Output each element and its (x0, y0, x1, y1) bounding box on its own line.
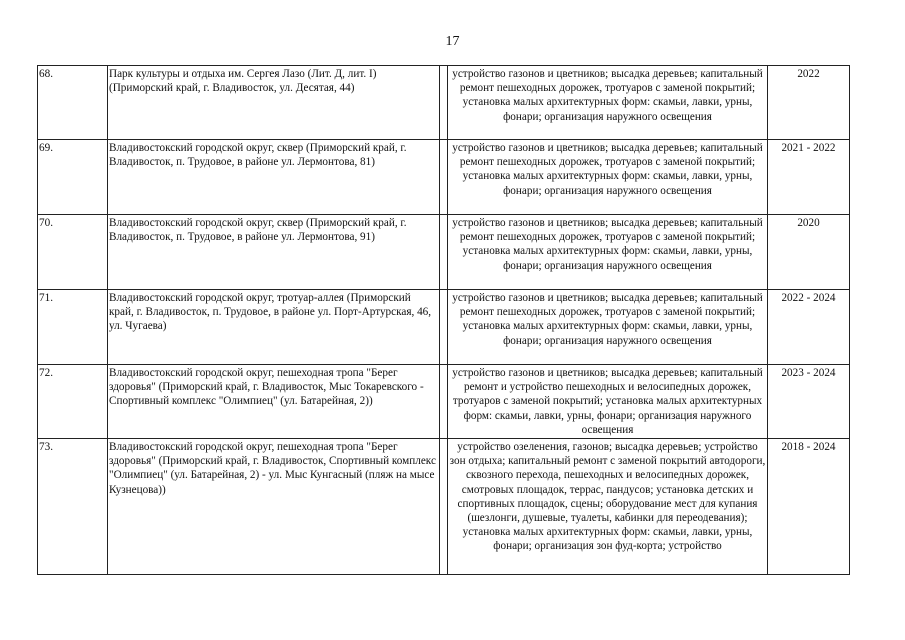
object-name: Парк культуры и отдыха им. Сергея Лазо (Лит. Д, лит. I) (Приморский край, г. Владивосток, ул. Десятая, 44) (108, 66, 440, 140)
row-number: 69. (38, 140, 108, 215)
row-number: 70. (38, 215, 108, 290)
table-row (38, 365, 850, 439)
registry-table (37, 65, 850, 575)
column-divider (440, 365, 448, 439)
years-period: 2020 (768, 215, 850, 290)
object-name: Владивостокский городской округ, пешеходная тропа "Берег здоровья" (Приморский край, г. Владивосток, Спортивный комплекс "Олимпиец" (ул. Батарейная, 2) - ул. Мыс Кунгасный (пляж на мысе Кузнецова)) (108, 439, 440, 575)
object-name: Владивостокский городской округ, пешеходная тропа "Берег здоровья" (Приморский край, г. Владивосток, Мыс Токаревского - Спортивный комплекс "Олимпиец" (ул. Батарейная, 2)) (108, 365, 440, 439)
works-description: устройство газонов и цветников; высадка деревьев; капитальный ремонт пешеходных дорожек, тротуаров с заменой покрытий; установка малых архитектурных форм: скамьи, лавки, урны, фонари; организация наружного освещения (448, 290, 768, 365)
years-period: 2022 (768, 66, 850, 140)
table-row (38, 290, 850, 365)
years-period: 2021 - 2022 (768, 140, 850, 215)
table-row (38, 439, 850, 575)
table-row (38, 140, 850, 215)
column-divider (440, 140, 448, 215)
object-name: Владивостокский городской округ, сквер (Приморский край, г. Владивосток, п. Трудовое, в районе ул. Лермонтова, 91) (108, 215, 440, 290)
table-row (38, 66, 850, 140)
works-description: устройство газонов и цветников; высадка деревьев; капитальный ремонт и устройство пешеходных и велосипедных дорожек, тротуаров с заменой покрытий; установка малых архитектурных форм: скамьи, лавки, урны, фонари; организация наружного освещения (448, 365, 768, 439)
years-period: 2023 - 2024 (768, 365, 850, 439)
row-number: 72. (38, 365, 108, 439)
column-divider (440, 290, 448, 365)
works-description: устройство газонов и цветников; высадка деревьев; капитальный ремонт пешеходных дорожек, тротуаров с заменой покрытий; установка малых архитектурных форм: скамьи, лавки, урны, фонари; организация наружного освещения (448, 215, 768, 290)
years-period: 2022 - 2024 (768, 290, 850, 365)
object-name: Владивостокский городской округ, тротуар-аллея (Приморский край, г. Владивосток, п. Трудовое, в районе ул. Порт-Артурская, 46, ул. Чугаева) (108, 290, 440, 365)
object-name: Владивостокский городской округ, сквер (Приморский край, г. Владивосток, п. Трудовое, в районе ул. Лермонтова, 81) (108, 140, 440, 215)
row-number: 71. (38, 290, 108, 365)
column-divider (440, 439, 448, 575)
works-description: устройство газонов и цветников; высадка деревьев; капитальный ремонт пешеходных дорожек, тротуаров с заменой покрытий; установка малых архитектурных форм: скамьи, лавки, урны, фонари; организация наружного освещения (448, 66, 768, 140)
works-description: устройство газонов и цветников; высадка деревьев; капитальный ремонт пешеходных дорожек, тротуаров с заменой покрытий; установка малых архитектурных форм: скамьи, лавки, урны, фонари; организация наружного освещения (448, 140, 768, 215)
column-divider (440, 215, 448, 290)
row-number: 68. (38, 66, 108, 140)
page-number: 17 (445, 34, 460, 49)
column-divider (440, 66, 448, 140)
years-period: 2018 - 2024 (768, 439, 850, 575)
works-description: устройство озеленения, газонов; высадка деревьев; устройство зон отдыха; капитальный ремонт с заменой покрытий автодороги, сквозного перехода, пешеходных и велосипедных дорожек, смотровых площадок, террас, пандусов; установка детских и спортивных площадок, сцены; оборудование мест для купания (шезлонги, душевые, туалеты, кабинки для переодевания); установка малых архитектурных форм: скамьи, лавки, урны, фонари; организация зон фуд-корта; устройство (448, 439, 768, 575)
row-number: 73. (38, 439, 108, 575)
table-row (38, 215, 850, 290)
